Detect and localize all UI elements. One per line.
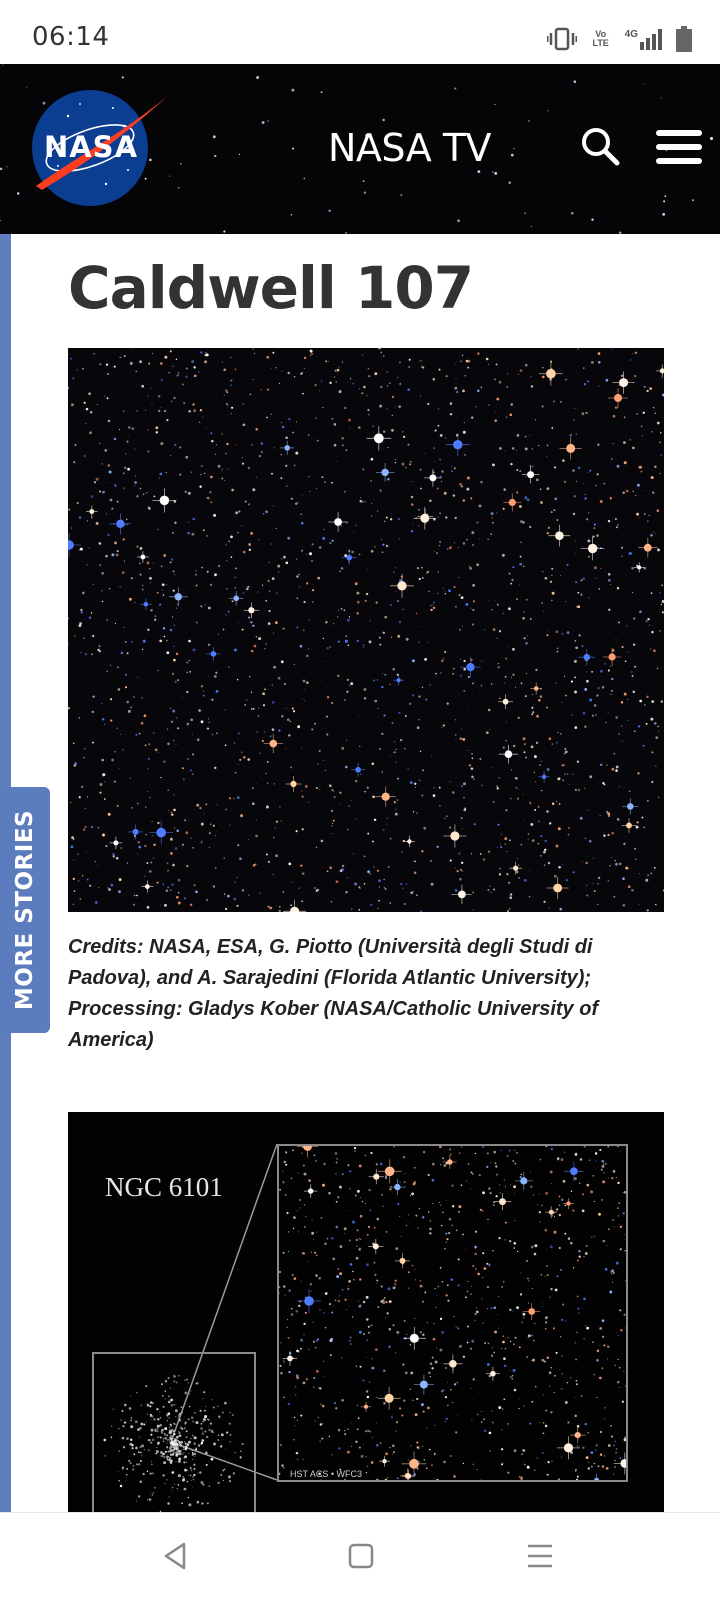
- caldwell-107-image: [68, 348, 664, 912]
- recents-icon[interactable]: [526, 1543, 554, 1569]
- menu-icon[interactable]: [656, 130, 702, 164]
- more-stories-tab[interactable]: [0, 787, 50, 1033]
- back-icon[interactable]: [162, 1541, 188, 1571]
- signal-4g-icon: [625, 29, 662, 50]
- ngc-label: NGC 6101: [105, 1172, 223, 1203]
- status-time: 06:14: [32, 22, 109, 52]
- image-credits: Credits: NASA, ESA, G. Piotto (Università degli Studi di Padova), and A. Sarajedini (Florida Atlantic University); Processing: Gladys Kober (NASA/Catholic University of America): [68, 932, 628, 1056]
- search-icon[interactable]: [580, 126, 620, 166]
- volte-icon: Vo LTE: [591, 30, 611, 48]
- status-icons: [547, 26, 692, 52]
- status-bar: [0, 0, 720, 64]
- nasa-logo[interactable]: [28, 86, 172, 210]
- nasa-logo-text: NASA: [44, 130, 138, 164]
- battery-icon: [676, 26, 692, 52]
- android-nav-bar: [0, 1512, 720, 1601]
- site-header: [0, 64, 720, 234]
- cluster-overview-frame: [92, 1352, 256, 1512]
- ngc-6101-image: [68, 1112, 664, 1512]
- inset-caption: HST ACS • WFC3: [290, 1469, 362, 1479]
- header-title[interactable]: NASA TV: [328, 126, 491, 170]
- home-icon[interactable]: [348, 1543, 374, 1569]
- page-title: Caldwell 107: [68, 254, 473, 322]
- more-stories-label: MORE STORIES: [12, 810, 38, 1010]
- network-label: 4G: [625, 29, 638, 40]
- cluster-inset-frame: [277, 1144, 628, 1482]
- vibrate-icon: [547, 27, 577, 51]
